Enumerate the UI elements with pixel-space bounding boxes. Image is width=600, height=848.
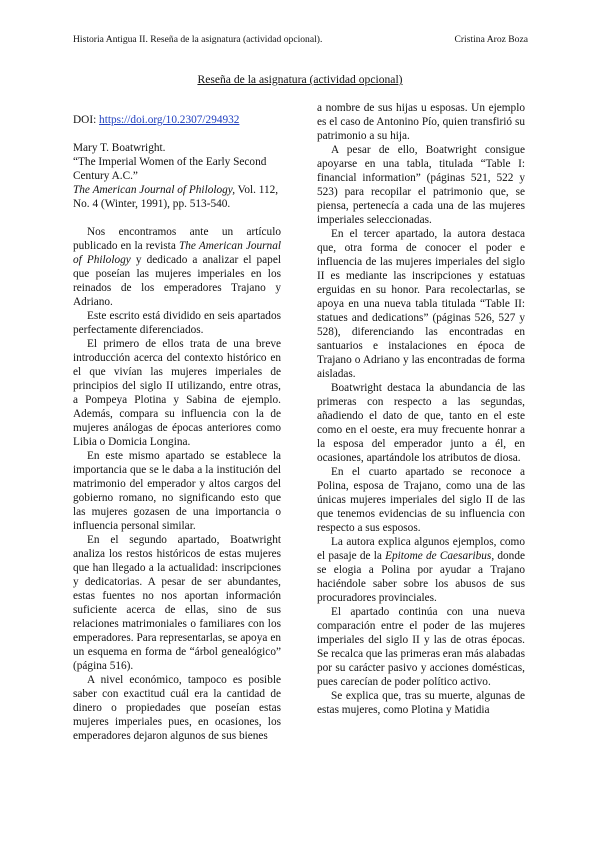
paragraph: Boatwright destaca la abundancia de las primeras con respecto a las segundas, añadiendo el dato de que, tanto en el este como en el oeste, era muy frecuente honrar a la esposa del emperador junto a él, en ocasiones, apartándole los atributos de diosa.: [317, 382, 525, 464]
paragraph: Nos encontramos ante un artículo publicado en la revista The American Journal of Philology y dedicado a analizar el papel que poseían las mujeres imperiales en los reinados de los emperadores Trajano y Adriano.: [73, 226, 281, 308]
doi-link[interactable]: https://doi.org/10.2307/294932: [99, 114, 240, 126]
left-column: [73, 113, 281, 743]
paragraph: En este mismo apartado se establece la importancia que se le daba a la institución del matrimonio del emperador y altos cargos del gobierno romano, no significando esto que las mujeres gozasen de una importancia o influencia personal similar.: [73, 450, 281, 532]
paragraph: El primero de ellos trata de una breve introducción acerca del contexto histórico en el que vivían las mujeres imperiales de principios del siglo II utilizando, entre otras, a Pompeya Plotina y Sabina de ejemplo. Además, compara su influencia con la de mujeres análogas de épocas anteriores como Libia o Domicia Longina.: [73, 338, 281, 448]
reference-journal: The American Journal of Philology,: [73, 184, 236, 196]
paragraph: Se explica que, tras su muerte, algunas de estas mujeres, como Plotina y Matidia: [317, 690, 525, 716]
paragraph: En el segundo apartado, Boatwright analiza los restos históricos de estas mujeres que han llegado a la actualidad: inscripciones y dedicatorias. A pesar de ser abundantes, estas fuentes no nos aportan información suficiente acerca de ellas, sino de sus relaciones matrimoniales o familiares con los emperadores. Para representarlas, se apoya en un esquema en forma de “árbol genealógico” (página 516).: [73, 534, 281, 672]
right-column: [317, 101, 525, 717]
paragraph: A pesar de ello, Boatwright consigue apoyarse en una tabla, titulada “Table I: financial information” (páginas 521, 522 y 523) para recopilar el patrimonio que, se piensa, pertenecía a cada una de las mujeres imperiales seleccionadas.: [317, 144, 525, 226]
doi-line: [73, 113, 281, 127]
work-title: Epitome de Caesaribus: [385, 550, 492, 562]
reference-article: “The Imperial Women of the Early Second Century A.C.”: [73, 156, 267, 182]
paragraph: En el cuarto apartado se reconoce a Polina, esposa de Trajano, como una de las únicas mujeres imperiales del siglo II de las que tenemos evidencias de su influencia con respecto a sus esposos.: [317, 466, 525, 534]
running-header-author: Cristina Aroz Boza: [454, 34, 528, 45]
paragraph: Este escrito está dividido en seis apartados perfectamente diferenciados.: [73, 310, 281, 336]
running-header-title: Historia Antigua II. Reseña de la asignatura (actividad opcional).: [73, 34, 323, 45]
reference-author: Mary T. Boatwright.: [73, 142, 166, 154]
paragraph: El apartado continúa con una nueva comparación entre el poder de las mujeres imperiales del siglo II y las de otras épocas. Se recalca que las primeras eran más alabadas por su carácter pasivo y acciones domésticas, pues carecían de poder político activo.: [317, 606, 525, 688]
paragraph: La autora explica algunos ejemplos, como el pasaje de la Epitome de Caesaribus, donde se elogia a Polina por ayudar a Trajano haciéndole saber sobre los abusos de sus procuradores provinciales.: [317, 536, 525, 604]
paragraph: A nivel económico, tampoco es posible saber con exactitud cuál era la cantidad de dinero o propiedades que poseían estas mujeres imperiales pues, en ocasiones, los emperadores dejaron algunos de sus bienes: [73, 674, 281, 742]
doi-label: DOI:: [73, 114, 97, 126]
reference-journal-line: [73, 183, 281, 211]
reference-details: Vol. 112, No. 4 (Winter, 1991), pp. 513-540.: [73, 184, 279, 210]
page-title: Reseña de la asignatura (actividad opcional): [197, 73, 403, 86]
paragraph: a nombre de sus hijas u esposas. Un ejemplo es el caso de Antonino Pío, quien transfirió su patrimonio a su hija.: [317, 102, 525, 142]
paragraph: En el tercer apartado, la autora destaca que, otra forma de conocer el poder e influencia de las mujeres imperiales del siglo II es mediante las inscripciones y estatuas erguidas en su honor. Para recolectarlas, se apoya en una nueva tabla titulada “Table II: statues and dedications” (páginas 526, 527 y 528), diferenciando las encontradas en santuarios e instalaciones en época de Trajano o Adriano y las encontradas de forma aisladas.: [317, 228, 525, 380]
bibliographic-reference: [73, 141, 281, 211]
journal-name: The American Journal of Philology: [73, 240, 281, 266]
